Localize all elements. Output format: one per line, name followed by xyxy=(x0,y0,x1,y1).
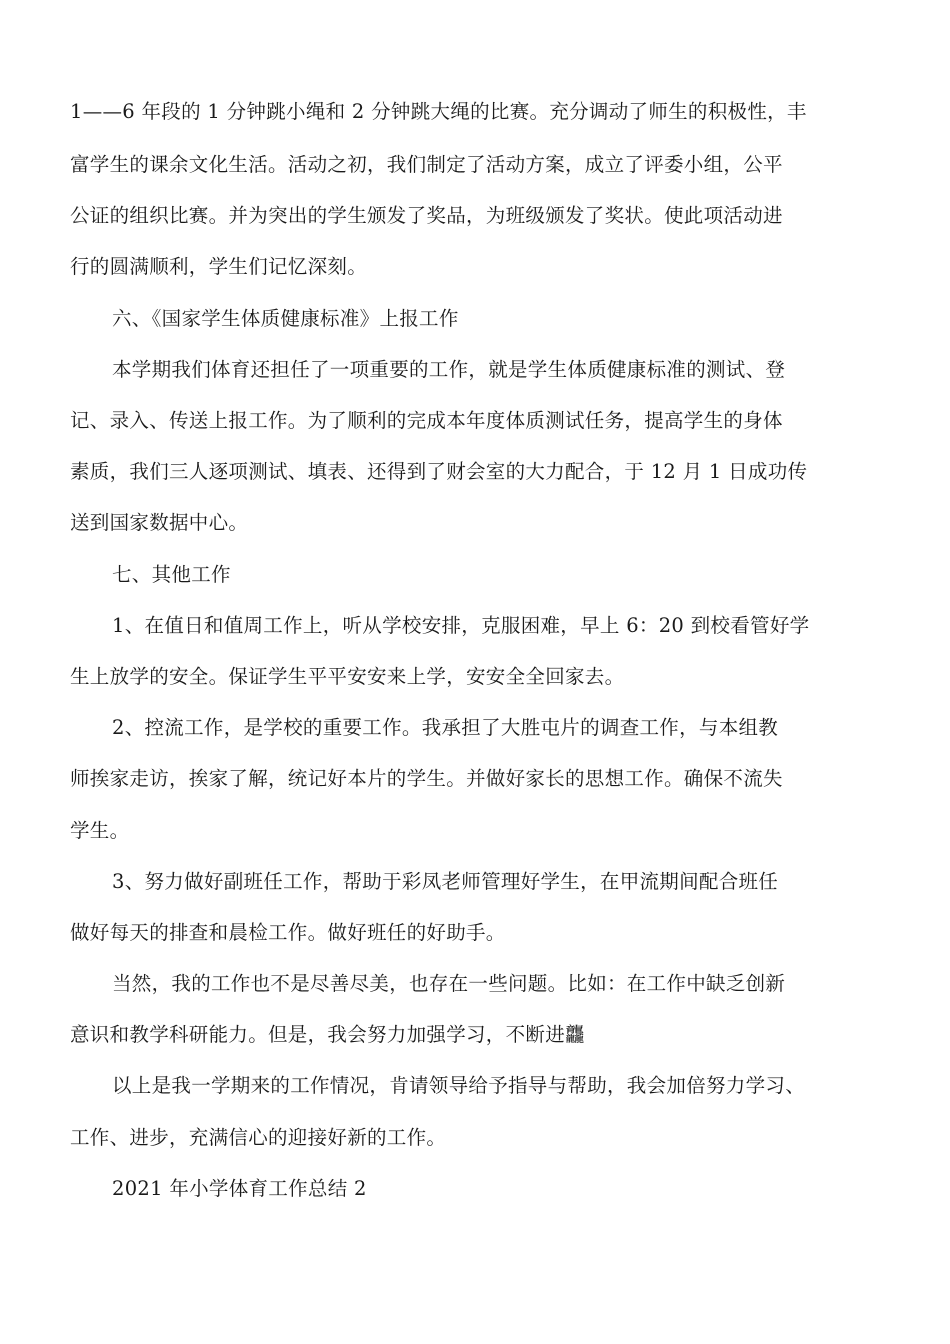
paragraph-line: 做好每天的排查和晨检工作。做好班任的好助手。 xyxy=(70,921,506,944)
paragraph-line: 3、努力做好副班任工作，帮助于彩凤老师管理好学生，在甲流期间配合班任 xyxy=(112,870,779,893)
paragraph-line: 意识和教学科研能力。但是，我会努力加强学习，不断进龘 xyxy=(70,1023,585,1046)
paragraph-line: 公证的组织比赛。并为突出的学生颁发了奖品，为班级颁发了奖状。使此项活动进 xyxy=(70,204,783,227)
paragraph-line: 富学生的课余文化生活。活动之初，我们制定了活动方案，成立了评委小组，公平 xyxy=(70,153,783,176)
paragraph-line: 本学期我们体育还担任了一项重要的工作，就是学生体质健康标准的测试、登 xyxy=(112,358,786,381)
section-heading: 七、其他工作 xyxy=(112,563,231,586)
paragraph-line: 学生。 xyxy=(70,819,130,842)
paragraph-line: 2、控流工作，是学校的重要工作。我承担了大胜屯片的调查工作，与本组教 xyxy=(112,716,779,739)
paragraph-line: 记、录入、传送上报工作。为了顺利的完成本年度体质测试任务，提高学生的身体 xyxy=(70,409,783,432)
document-subtitle: 2021 年小学体育工作总结 2 xyxy=(112,1177,367,1200)
paragraph-line: 1——6 年段的 1 分钟跳小绳和 2 分钟跳大绳的比赛。充分调动了师生的积极性，丰 xyxy=(70,100,807,123)
paragraph-line: 送到国家数据中心。 xyxy=(70,511,249,534)
paragraph-line: 素质，我们三人逐项测试、填表、还得到了财会室的大力配合，于 12 月 1 日成功传 xyxy=(70,460,808,483)
paragraph-line: 当然，我的工作也不是尽善尽美，也存在一些问题。比如：在工作中缺乏创新 xyxy=(112,972,786,995)
paragraph-line: 生上放学的安全。保证学生平平安安来上学，安安全全回家去。 xyxy=(70,665,625,688)
paragraph-line: 1、在值日和值周工作上，听从学校安排，克服困难，早上 6：20 到校看管好学 xyxy=(112,614,810,637)
paragraph-line: 行的圆满顺利，学生们记忆深刻。 xyxy=(70,255,368,278)
section-heading: 六、《国家学生体质健康标准》上报工作 xyxy=(112,307,459,330)
paragraph-line: 师挨家走访，挨家了解，统记好本片的学生。并做好家长的思想工作。确保不流失 xyxy=(70,767,783,790)
paragraph-line: 工作、进步，充满信心的迎接好新的工作。 xyxy=(70,1126,447,1149)
paragraph-line: 以上是我一学期来的工作情况，肯请领导给予指导与帮助，我会加倍努力学习、 xyxy=(112,1074,806,1097)
